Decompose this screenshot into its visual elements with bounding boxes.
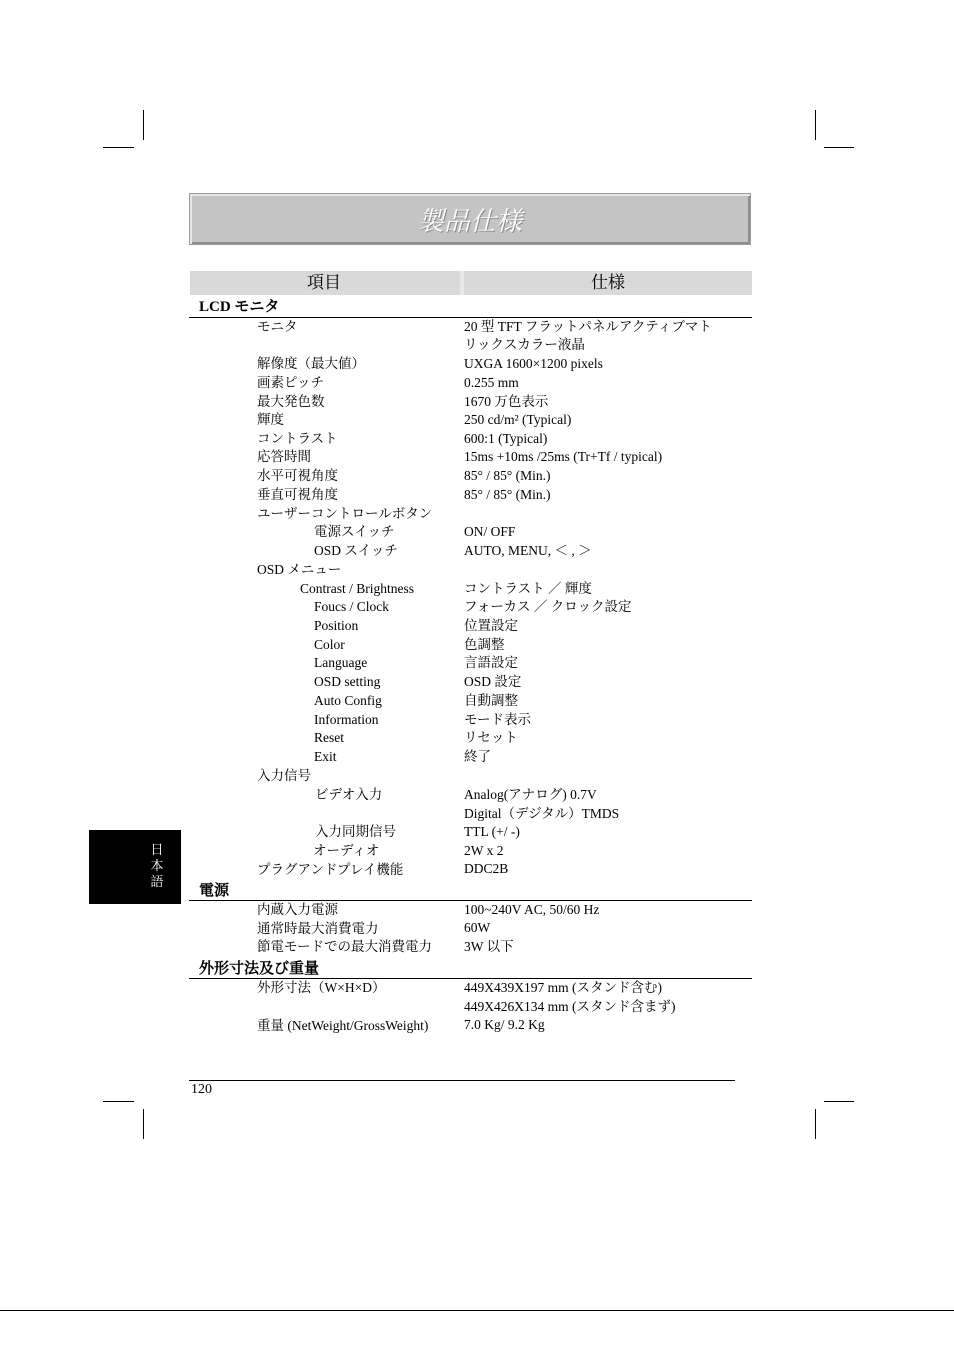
- spec-value: 250 cd/m² (Typical): [464, 412, 572, 427]
- spec-label: 重量 (NetWeight/GrossWeight): [257, 1018, 429, 1033]
- page-number: 120: [191, 1082, 212, 1097]
- spec-value: 100~240V AC, 50/60 Hz: [464, 902, 600, 917]
- language-tab: [89, 830, 181, 904]
- spec-value: 449X426X134 mm (スタンド含まず): [464, 999, 676, 1014]
- spec-value: コントラスト ／ 輝度: [464, 581, 592, 596]
- spec-value: TTL (+/ -): [464, 824, 520, 839]
- spec-value: OSD 設定: [464, 674, 522, 689]
- title-banner: [189, 193, 751, 245]
- section-heading-dimensions: 外形寸法及び重量: [199, 959, 320, 977]
- spec-value: リセット: [464, 730, 518, 745]
- spec-value: 7.0 Kg/ 9.2 Kg: [464, 1017, 545, 1032]
- crop-mark: [824, 1101, 854, 1102]
- spec-value: 言語設定: [464, 655, 518, 670]
- spec-value: 色調整: [464, 637, 505, 652]
- spec-value: ON/ OFF: [464, 524, 516, 539]
- crop-mark: [815, 110, 816, 140]
- spec-value: DDC2B: [464, 861, 509, 876]
- spec-label: 節電モードでの最大消費電力: [257, 939, 432, 954]
- spec-value: フォーカス ／ クロック設定: [464, 599, 632, 614]
- spec-label: 垂直可視角度: [257, 487, 338, 502]
- spec-value: 1670 万色表示: [464, 394, 549, 409]
- crop-mark: [143, 110, 144, 140]
- spec-value: 自動調整: [464, 693, 518, 708]
- crop-mark: [824, 147, 854, 148]
- spec-label: コントラスト: [257, 431, 338, 446]
- spec-value: モード表示: [464, 712, 531, 727]
- spec-value: 終了: [464, 749, 491, 764]
- language-tab-label: 日本語: [150, 842, 164, 889]
- spec-label: OSD スイッチ: [314, 543, 398, 558]
- spec-value: 2W x 2: [464, 843, 504, 858]
- spec-value: AUTO, MENU, ＜ , ＞: [464, 543, 592, 558]
- spec-value: UXGA 1600×1200 pixels: [464, 356, 603, 371]
- spec-label: Exit: [314, 749, 337, 764]
- spec-label: Position: [314, 618, 359, 633]
- spec-value: 15ms +10ms /25ms (Tr+Tf / typical): [464, 449, 663, 464]
- spec-label: ユーザーコントロールボタン: [257, 506, 433, 521]
- spec-label: 水平可視角度: [257, 468, 338, 483]
- spec-label: 入力信号: [257, 768, 311, 783]
- spec-label: OSD setting: [314, 674, 381, 689]
- spec-label: Reset: [314, 730, 344, 745]
- table-header: [190, 271, 752, 295]
- spec-value: Digital（デジタル）TMDS: [464, 806, 620, 821]
- page-edge-rule: [0, 1310, 954, 1311]
- spec-label: 画素ピッチ: [257, 375, 324, 390]
- spec-label: 輝度: [257, 412, 284, 427]
- spec-label: 内蔵入力電源: [257, 902, 338, 917]
- spec-value: 0.255 mm: [464, 375, 519, 390]
- crop-mark: [103, 147, 134, 148]
- column-header-spec: 仕様: [591, 273, 625, 293]
- column-header-item: 項目: [307, 273, 341, 293]
- footer-rule: [189, 1080, 735, 1081]
- spec-label: Contrast / Brightness: [300, 581, 414, 596]
- spec-label: プラグアンドプレイ機能: [257, 862, 404, 877]
- spec-value: 449X439X197 mm (スタンド含む): [464, 980, 662, 995]
- spec-value: 85° / 85° (Min.): [464, 487, 551, 502]
- spec-label: 電源スイッチ: [314, 524, 395, 539]
- crop-mark: [103, 1101, 134, 1102]
- spec-label: モニタ: [257, 319, 298, 334]
- spec-label: 入力同期信号: [315, 824, 396, 839]
- spec-value: 600:1 (Typical): [464, 431, 548, 446]
- spec-value: リックスカラー液晶: [464, 337, 585, 352]
- spec-label: 解像度（最大値）: [257, 356, 365, 371]
- spec-label: 応答時間: [257, 449, 311, 464]
- spec-label: Information: [314, 712, 379, 727]
- spec-label: ビデオ入力: [315, 787, 383, 802]
- spec-value: 3W 以下: [464, 939, 514, 954]
- section-heading-lcd: LCD モニタ: [199, 299, 280, 315]
- spec-value: 85° / 85° (Min.): [464, 468, 551, 483]
- spec-value: 60W: [464, 920, 491, 935]
- crop-mark: [143, 1109, 144, 1139]
- spec-label: 外形寸法（W×H×D）: [257, 980, 386, 995]
- spec-label: 通常時最大消費電力: [257, 921, 379, 936]
- spec-label: Color: [314, 637, 345, 652]
- spec-label: Foucs / Clock: [314, 599, 390, 614]
- spec-value: 20 型 TFT フラットパネルアクティブマト: [464, 319, 712, 334]
- spec-label: Auto Config: [314, 693, 382, 708]
- spec-label: Language: [314, 655, 368, 670]
- spec-label: OSD メニュー: [257, 562, 342, 577]
- crop-mark: [815, 1109, 816, 1139]
- spec-value: 位置設定: [464, 618, 518, 633]
- spec-label: 最大発色数: [257, 394, 325, 409]
- spec-value: Analog(アナログ) 0.7V: [464, 787, 597, 802]
- page-title: 製品仕様: [417, 207, 522, 237]
- spec-label: オーディオ: [313, 843, 380, 858]
- section-heading-power: 電源: [199, 881, 230, 899]
